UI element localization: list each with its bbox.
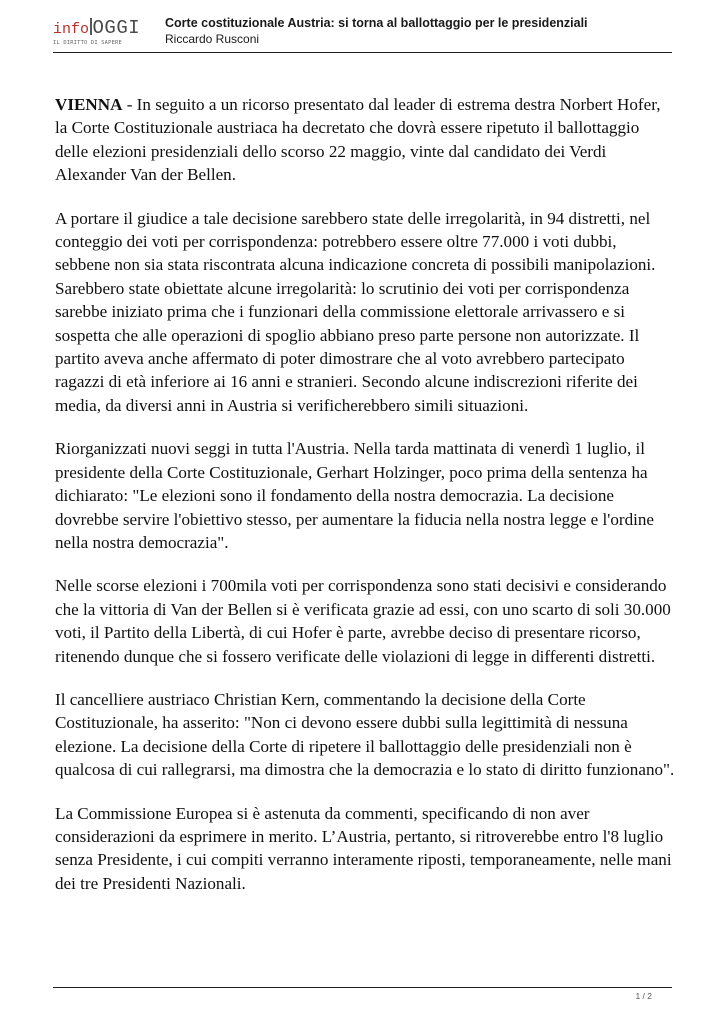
logo-info-text: info [53,21,90,38]
dateline: VIENNA [55,95,123,114]
article-paragraph-3: Riorganizzati nuovi seggi in tutta l'Austria. Nella tarda mattinata di venerdì 1 luglio, il presidente della Corte Costituzionale, Gerhart Holzinger, poco prima della sentenza ha dichiarato: "Le elezioni sono il fondamento della nostra democrazia. La decisione dovrebbe servire l'obiettivo stesso, per aumentare la fiducia nella nostra legge e l'ordine nella nostra democrazia". [55,439,654,552]
article-paragraph-6: La Commissione Europea si è astenuta da commenti, specificando di non aver considerazioni da esprimere in merito. L’Austria, pertanto, si ritroverebbe entro l'8 luglio senza Presidente, i cui compiti verranno interamente riposti, temporaneamente, nelle mani dei tre Presidenti Nazionali. [55,803,672,893]
logo-divider [90,18,92,35]
article-paragraph-1 [55,93,675,187]
page-number: 1 / 2 [635,991,652,1001]
logo-oggi-text: OGGI [92,17,141,39]
page-header [53,14,672,52]
article-paragraph-4: Nelle scorse elezioni i 700mila voti per corrispondenza sono stati decisivi e considerando che la vittoria di Van der Bellen si è verificata grazie ad essi, con uno scarto di soli 30.000 voti, il Partito della Libertà, di cui Hofer è parte, avrebbe deciso di presentare ricorso, ritenendo dunque che si fossero verificate delle violazioni di legge in differenti distretti. [55,576,671,666]
article-paragraph-5: Il cancelliere austriaco Christian Kern, commentando la decisione della Corte Costituzionale, ha asserito: "Non ci devono essere dubbi sulla legittimità di nessuna elezione. La decisione della Corte di ripetere il ballottaggio delle presidenziali non è qualcosa di cui rallegrarsi, ma dimostra che la democrazia e lo stato di diritto funzionano". [55,689,675,780]
footer-divider [53,987,672,988]
header-divider [53,52,672,53]
infoggi-logo [53,18,155,48]
article-body [55,93,675,895]
article-paragraph-2: A portare il giudice a tale decisione sarebbero state delle irregolarità, in 94 distretti, nel conteggio dei voti per corrispondenza: potrebbero essere oltre 77.000 i voti dubbi, sebbene non sia stata riscontrata alcuna indicazione concreta di possibili manipolazioni. Sarebbero state obiettate alcune irregolarità: lo scrutinio dei voti per corrispondenza sarebbe iniziato prima che i funzionari della commissione elettorale arrivassero e si sospetta che alle operazioni di spoglio abbiano preso parte persone non autorizzate. Il partito aveva anche affermato di poter dimostrare che al voto avrebbero partecipato ragazzi di età inferiore ai 16 anni e stranieri. Secondo alcune indiscrezioni riferite dei media, da diversi anni in Austria si verificherebbero simili situazioni. [55,208,656,415]
document-author: Riccardo Rusconi [165,32,260,46]
paragraph-text: - In seguito a un ricorso presentato dal leader di estrema destra Norbert Hofer, la Corte Costituzionale austriaca ha decretato che dovrà essere ripetuto il ballottaggio delle elezioni presidenziali dello scorso 22 maggio, vinte dal candidato dei Verdi Alexander Van der Bellen. [55,95,661,185]
document-title: Corte costituzionale Austria: si torna al ballottaggio per le presidenziali [165,16,588,30]
logo-tagline: IL DIRITTO DI SAPERE [53,40,122,46]
